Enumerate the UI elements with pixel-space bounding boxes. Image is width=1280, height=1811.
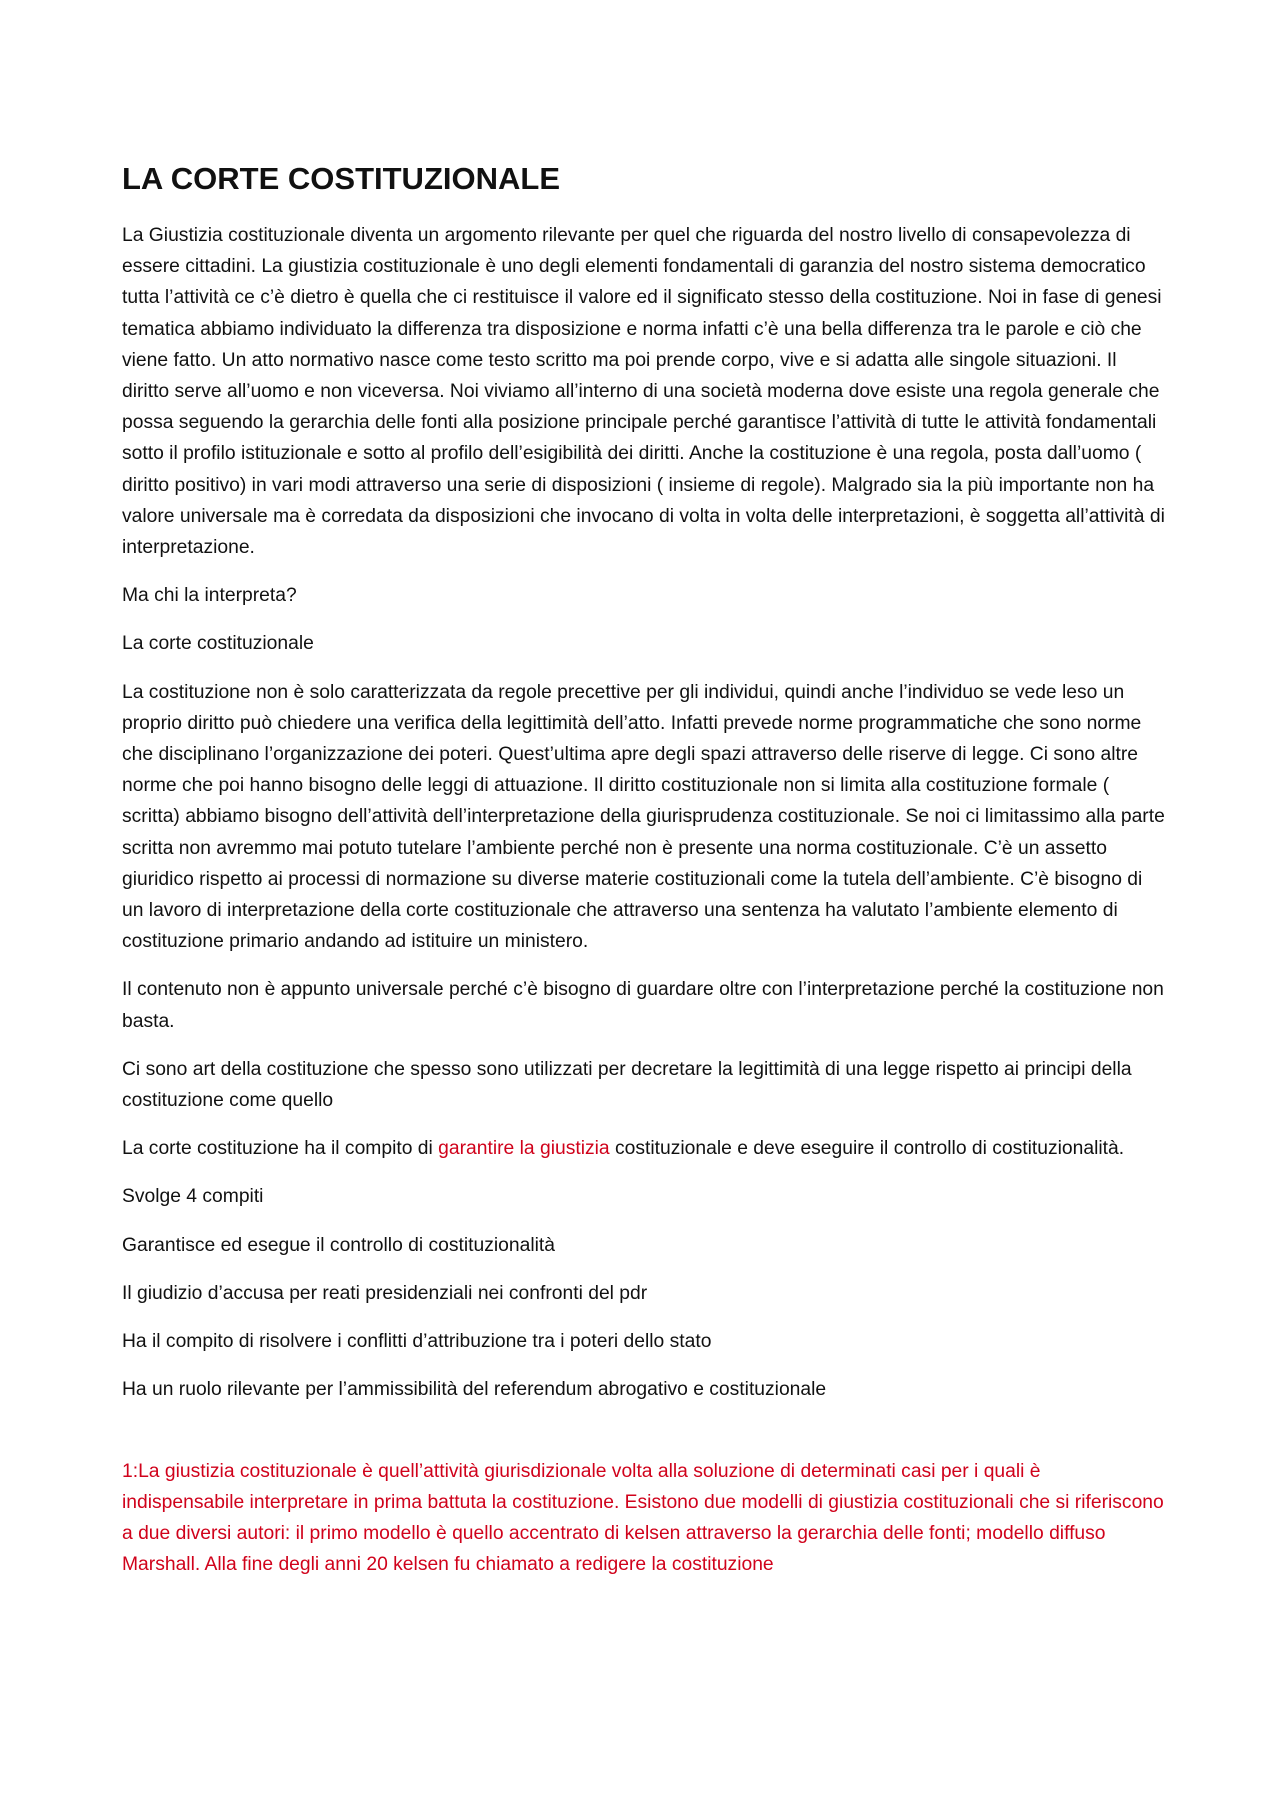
paragraph-court-duty — [122, 1133, 1168, 1164]
document-title: LA CORTE COSTITUZIONALE — [122, 161, 560, 196]
document-body — [122, 160, 1168, 1597]
court-duty-before: La corte costituzione ha il compito di — [122, 1138, 439, 1160]
paragraph-constitution-norms: La costituzione non è solo caratterizzata da regole precettive per gli individui, quindi anche l’individuo se vede leso un proprio diritto può chiedere una verifica della legittimità dell’atto. Infatti prevede norme programmatiche che sono norme che disciplinano l’organizzazione dei poteri. Quest’ultima apre degli spazi attraverso delle riserve di legge. Ci sono altre norme che poi hanno bisogno delle leggi di attuazione. Il diritto costituzionale non si limita alla costituzione formale ( scritta) abbiamo bisogno dell’attività dell’interpretazione della giurisprudenza costituzionale. Se noi ci limitassimo alla parte scritta non avremmo mai potuto tutelare l’ambiente perché non è presente una norma costituzionale. C’è un assetto giuridico rispetto ai processi di normazione su diverse materie costituzionali come la tutela dell’ambiente. C’è bisogno di un lavoro di interpretazione della corte costituzionale che attraverso una sentenza ha valutato l’ambiente elemento di costituzione primario andando ad istituire un ministero. — [122, 681, 1165, 953]
court-duty-highlight: garantire la giustizia — [438, 1138, 610, 1160]
task-item-3: Ha il compito di risolvere i conflitti d’attribuzione tra i poteri dello stato — [122, 1331, 712, 1353]
task-item-4: Ha un ruolo rilevante per l’ammissibilità del referendum abrogativo e costituzionale — [122, 1379, 827, 1401]
paragraph-articles: Ci sono art della costituzione che spesso sono utilizzati per decretare la legittimità di una legge rispetto ai principi della costituzione come quello — [122, 1058, 1132, 1112]
paragraph-question: Ma chi la interpreta? — [122, 585, 297, 607]
paragraph-content-universal: Il contenuto non è appunto universale perché c’è bisogno di guardare oltre con l’interpretazione perché la costituzione non basta. — [122, 979, 1164, 1032]
paragraph-intro: La Giustizia costituzionale diventa un argomento rilevante per quel che riguarda del nostro livello di consapevolezza di essere cittadini. La giustizia costituzionale è uno degli elementi fondamentali di garanzia del nostro sistema democratico tutta l’attività ce c’è dietro è quella che ci restituisce il valore ed il significato stesso della costituzione. Noi in fase di genesi tematica abbiamo individuato la differenza tra disposizione e norma infatti c’è una bella differenza tra le parole e ciò che viene fatto. Un atto normativo nasce come testo scritto ma poi prende corpo, vive e si adatta alle singole situazioni. Il diritto serve all’uomo e non viceversa. Noi viviamo all’interno di una società moderna dove esiste una regola generale che possa seguendo la gerarchia delle fonti alla posizione principale perché garantisce l’attività di tutte le attività fondamentali sotto il profilo istituzionale e sotto al profilo dell’esigibilità dei diritti. Anche la costituzione è una regola, posta dall’uomo ( diritto positivo) in vari modi attraverso una serie di disposizioni ( insieme di regole). Malgrado sia la più importante non ha valore universale ma è corredata da disposizioni che invocano di volta in volta delle interpretazioni, è soggetta all’attività di interpretazione. — [122, 225, 1165, 559]
task-item-2: Il giudizio d’accusa per reati presidenziali nei confronti del pdr — [122, 1282, 648, 1304]
court-duty-after: costituzionale e deve eseguire il controllo di costituzionalità. — [609, 1138, 1125, 1160]
task-item-1: Garantisce ed esegue il controllo di costituzionalità — [122, 1234, 555, 1256]
tasks-intro: Svolge 4 compiti — [122, 1186, 264, 1208]
footnote-paragraph: 1:La giustizia costituzionale è quell’attività giurisdizionale volta alla soluzione di determinati casi per i quali è indispensabile interpretare in prima battuta la costituzione. Esistono due modelli di giustizia costituzionali che si riferiscono a due diversi autori: il primo modello è quello accentrato di kelsen attraverso la gerarchia delle fonti; modello diffuso Marshall. Alla fine degli anni 20 kelsen fu chiamato a redigere la costituzione — [122, 1460, 1164, 1576]
paragraph-answer: La corte costituzionale — [122, 633, 314, 655]
